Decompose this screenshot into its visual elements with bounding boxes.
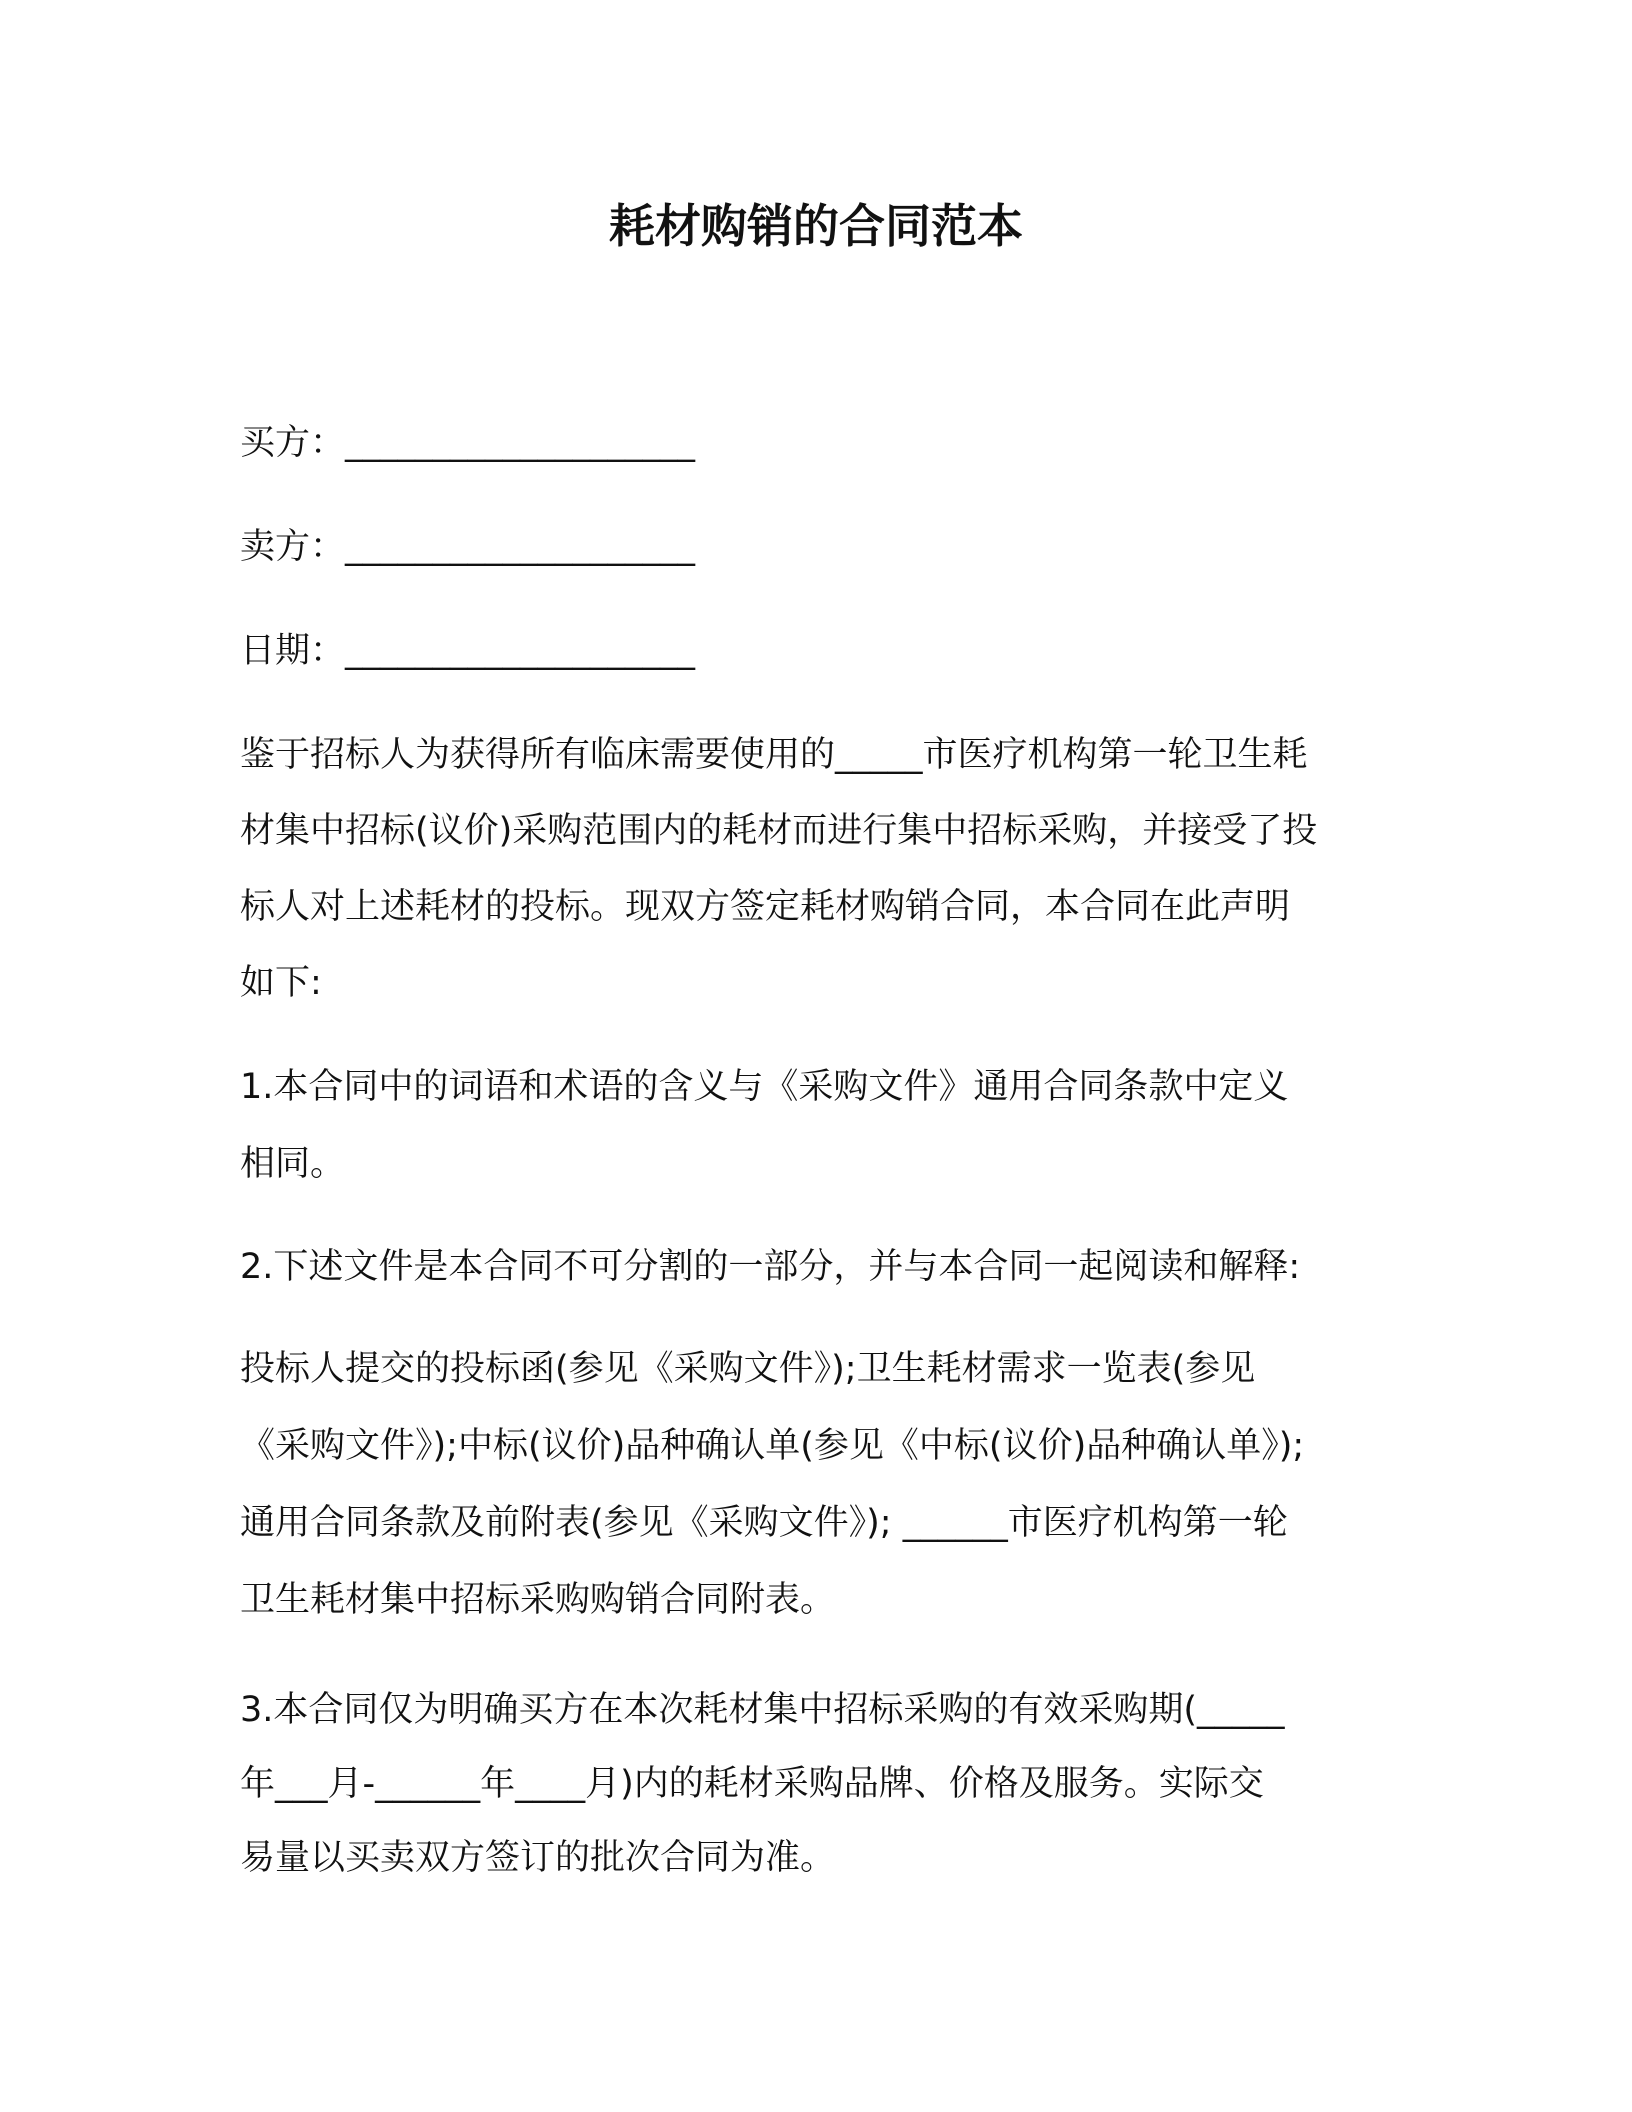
paragraph-line: 鉴于招标人为获得所有临床需要使用的_____市医疗机构第一轮卫生耗 <box>240 735 1308 775</box>
seller-label: 卖方： <box>240 527 346 567</box>
buyer-field <box>240 405 1400 481</box>
paragraph-line: 通用合同条款及前附表(参见《采购文件》); ______市医疗机构第一轮 <box>240 1503 1288 1543</box>
paragraph-line: 年___月-______年____月)内的耗材采购品牌、价格及服务。实际交 <box>240 1764 1264 1804</box>
clause-2 <box>240 1229 1400 1305</box>
paragraph-line: 标人对上述耗材的投标。现双方签定耗材购销合同，本合同在此声明 <box>240 887 1291 927</box>
paragraph-line: 投标人提交的投标函(参见《采购文件》);卫生耗材需求一览表(参见 <box>240 1349 1256 1389</box>
buyer-blank: ____________________ <box>345 423 696 463</box>
preamble-paragraph <box>240 717 1400 1021</box>
paragraph-line: 如下: <box>240 963 322 1003</box>
seller-blank: ____________________ <box>345 527 696 567</box>
date-blank: ____________________ <box>345 631 696 671</box>
clause-3 <box>240 1673 1400 1895</box>
date-field <box>240 613 1400 689</box>
paragraph-line: 相同。 <box>240 1144 346 1184</box>
paragraph-line: 易量以买卖双方签订的批次合同为准。 <box>240 1838 836 1878</box>
clause-2-documents <box>240 1331 1400 1639</box>
paragraph-line: 3.本合同仅为明确买方在本次耗材集中招标采购的有效采购期(_____ <box>240 1690 1285 1730</box>
paragraph-line: 卫生耗材集中招标采购购销合同附表。 <box>240 1580 836 1620</box>
date-label: 日期： <box>240 631 346 671</box>
clause-1 <box>240 1049 1400 1203</box>
buyer-label: 买方： <box>240 423 346 463</box>
paragraph-line: 2.下述文件是本合同不可分割的一部分，并与本合同一起阅读和解释: <box>240 1247 1301 1287</box>
paragraph-line: 材集中招标(议价)采购范围内的耗材而进行集中招标采购，并接受了投 <box>240 811 1318 851</box>
paragraph-line: 《采购文件》);中标(议价)品种确认单(参见《中标(议价)品种确认单》); <box>240 1426 1305 1466</box>
document-title: 耗材购销的合同范本 <box>609 199 1023 253</box>
paragraph-line: 1.本合同中的词语和术语的含义与《采购文件》通用合同条款中定义 <box>240 1067 1289 1107</box>
seller-field <box>240 509 1400 585</box>
